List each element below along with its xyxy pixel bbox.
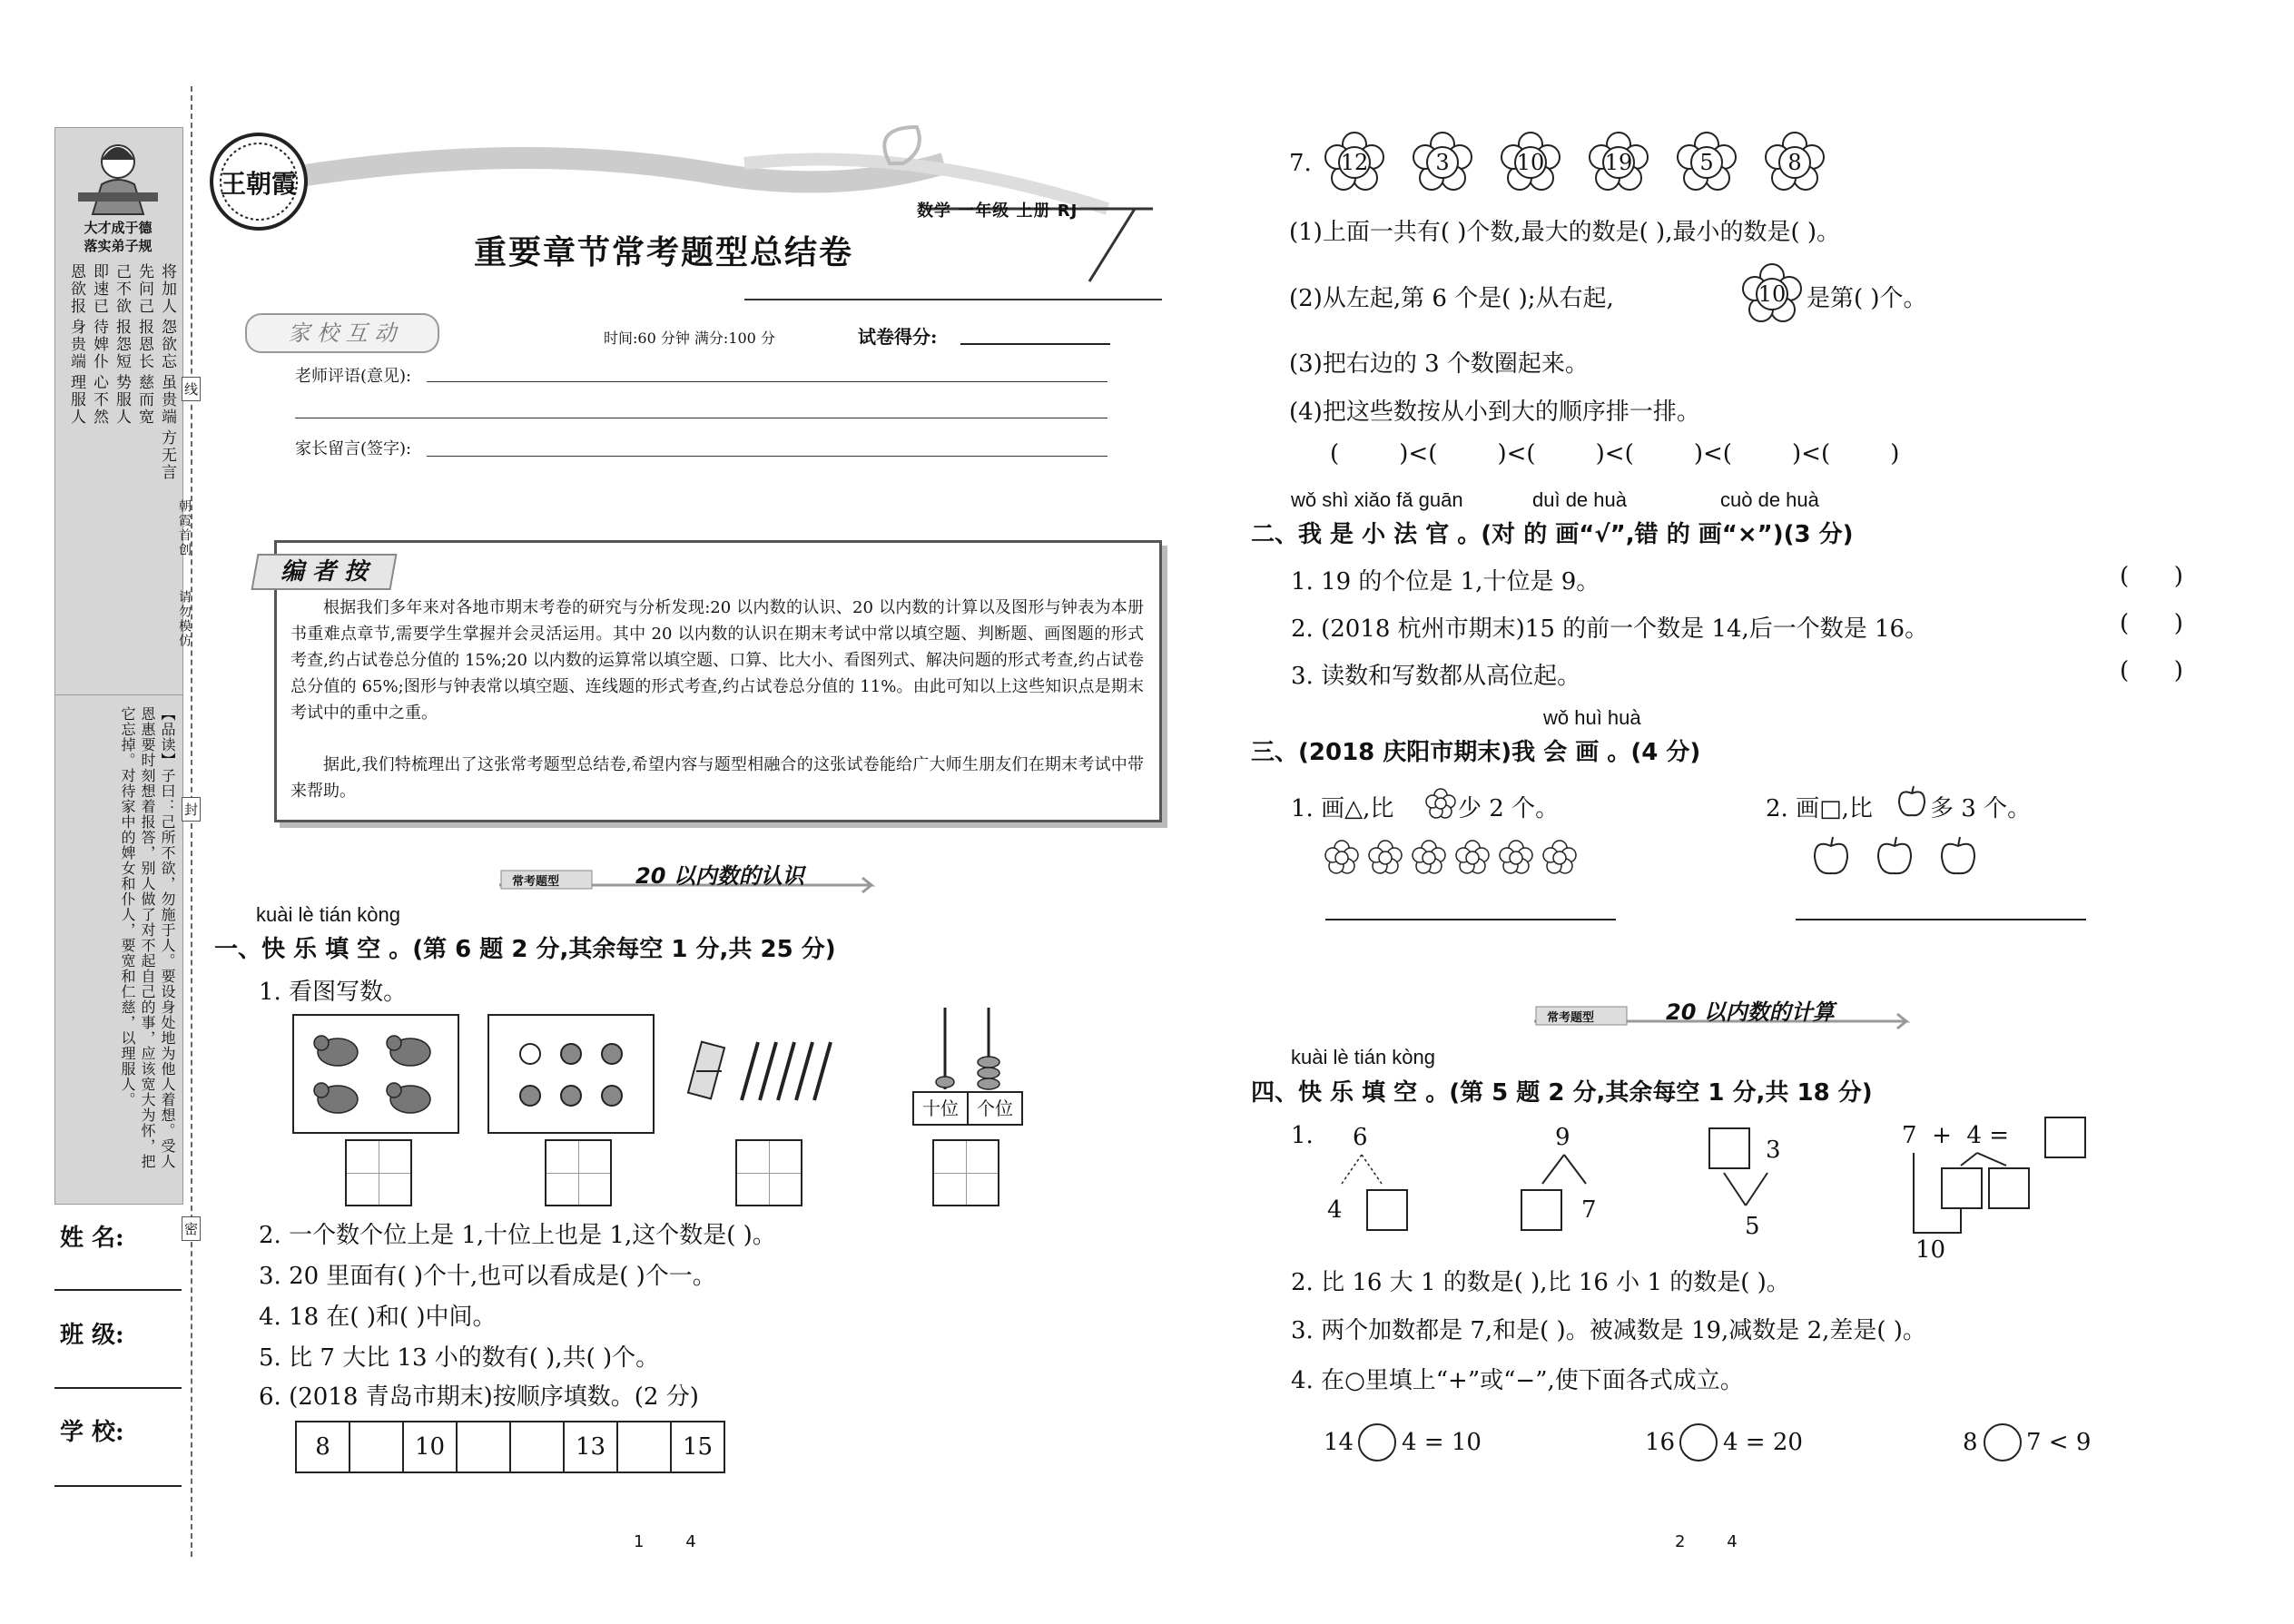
poem-col: 待婢仆 (90, 319, 108, 370)
logo-text: 王朝霞 (220, 169, 297, 199)
s4-pinyin: kuài lè tián kòng (1291, 1046, 1435, 1068)
number-flower (1764, 132, 1826, 193)
flower-number: 12 (1340, 150, 1369, 175)
page-number-left: 1 4 (634, 1532, 696, 1551)
poem-col: 心不然 (90, 374, 108, 426)
sticks-picture (685, 1035, 840, 1107)
s4-q1: 1. (1291, 1122, 1314, 1149)
s1-title: 一、快 乐 填 空 。(第 6 题 2 分,其余每空 1 分,共 25 分) (214, 936, 836, 963)
s2-pinyin: wǒ shì xiǎo fǎ guān (1291, 488, 1463, 511)
s3-q1a: 1. 画△,比 (1291, 795, 1394, 822)
answer-square[interactable] (2044, 1117, 2086, 1158)
number-flower (1741, 263, 1803, 325)
apple-icon (1895, 784, 1928, 819)
flower-group (1324, 840, 1596, 878)
apple-group (1811, 833, 1984, 879)
home-school-label: 家 校 互 动 (288, 320, 397, 346)
answer-square[interactable] (1366, 1189, 1408, 1231)
flower-number: 5 (1699, 150, 1714, 175)
abacus-picture (912, 1008, 1021, 1126)
seq-cell[interactable] (458, 1422, 511, 1471)
q7-order-blanks: ( )<( )<( )<( )<( )<( ) (1330, 440, 1900, 468)
answer-square[interactable] (1521, 1189, 1562, 1231)
s2-item: 3. 读数和写数都从高位起。 (1291, 663, 1581, 690)
poem-col: 报怨短 (113, 319, 131, 370)
editor-note-p2: 据此,我们特梳理出了这张常考题型总结卷,希望内容与题型相融合的这张试卷能给广大师生朋友们在期末考试中带来帮助。 (290, 755, 1144, 801)
drawing-line[interactable] (1325, 919, 1616, 920)
number-flower (1676, 132, 1738, 193)
poem-col: 己不欲 (113, 263, 131, 315)
answer-square[interactable] (1988, 1167, 2030, 1209)
seq-cell: 10 (404, 1422, 458, 1471)
tree1-top: 6 (1353, 1124, 1368, 1151)
school-field[interactable] (54, 1485, 182, 1487)
poem-col: 势服人 (113, 374, 131, 426)
answer-box[interactable] (345, 1139, 412, 1206)
tree2-right: 7 (1581, 1196, 1597, 1224)
answer-square[interactable] (1941, 1167, 1983, 1209)
s1-pinyin: kuài lè tián kòng (256, 903, 400, 926)
tree1-left: 4 (1327, 1196, 1343, 1224)
tree3-right: 3 (1766, 1137, 1781, 1164)
sequence-table (295, 1421, 725, 1473)
s2-item: 1. 19 的个位是 1,十位是 9。 (1291, 568, 1600, 595)
poem-col: 即速已 (90, 263, 108, 315)
poem-col: 虽贵端 (158, 374, 176, 426)
flower-number: 19 (1604, 150, 1633, 175)
time-score: 时间:60 分钟 满分:100 分 (604, 330, 775, 347)
q7-label: 7. (1289, 150, 1312, 177)
page-title: 重要章节常考题型总结卷 (474, 233, 854, 271)
s2-title: 二、我 是 小 法 官 。(对 的 画“√”,错 的 画“×”)(3 分) (1251, 521, 1854, 548)
class-label: 班 级: (60, 1322, 124, 1349)
motto-1: 大才成于德 (84, 220, 153, 236)
editor-note-label (251, 554, 397, 590)
binding-line (191, 86, 192, 1557)
s2-item: 2. (2018 杭州市期末)15 的前一个数是 14,后一个数是 16。 (1291, 615, 1929, 643)
q7-line1: (1)上面一共有( )个数,最大的数是( ),最小的数是( )。 (1289, 219, 1841, 246)
tree1-branches (1334, 1153, 1389, 1186)
s2-pinyin: cuò de huà (1720, 488, 1819, 511)
s1-q1: 1. 看图写数。 (259, 979, 408, 1006)
q7-line2a: (2)从左起,第 6 个是( );从右起, (1289, 285, 1614, 312)
seq-cell[interactable] (511, 1422, 565, 1471)
seq-cell[interactable] (618, 1422, 672, 1471)
s1-q2: 2. 一个数个位上是 1,十位上也是 1,这个数是( )。 (259, 1222, 776, 1249)
abacus-tens-label: 十位 (914, 1093, 969, 1124)
reading-text: 【品读】子曰：己所不欲，勿施于人。要设身处地为他人着想。受人恩惠要时刻想着报答，别人做了对不起自己的事，应该宽大为怀，把它忘掉。对待家中的婢女和仆人，要宽和仁慈，以理服人。 (119, 706, 176, 1169)
tree3-branches (1718, 1171, 1773, 1207)
subject-meta: 数学 一年级 上册 RJ (917, 202, 1078, 221)
fold-mark: 密 (182, 1216, 201, 1241)
s3-q2b: 多 3 个。 (1930, 795, 2032, 822)
tree2-top: 9 (1555, 1124, 1570, 1151)
score-field[interactable] (960, 343, 1110, 345)
operator-circle[interactable] (1358, 1423, 1396, 1462)
seq-cell: 8 (297, 1422, 350, 1471)
poem-col: 理服人 (67, 374, 85, 426)
s1-q5: 5. 比 7 大比 13 小的数有( ),共( )个。 (259, 1344, 660, 1372)
teacher-comment-label: 老师评语(意见): (295, 367, 412, 386)
copyright-note: 朝霞首创 (177, 499, 192, 557)
fold-mark: 封 (182, 797, 201, 822)
topic-badge: 常考题型 (1547, 1011, 1595, 1025)
judge-blank[interactable]: ( ) (2120, 610, 2183, 637)
parent-comment-label: 家长留言(签字): (295, 439, 412, 458)
seq-cell: 15 (672, 1422, 725, 1471)
page-number-right: 2 4 (1675, 1532, 1738, 1551)
equation-rhs: 4 = 20 (1723, 1429, 1803, 1456)
parent-comment-line[interactable] (427, 456, 1108, 457)
poem-col: 报恩长 (135, 319, 153, 370)
s3-pinyin: wǒ huì huà (1543, 706, 1641, 729)
equation-lhs: 8 (1963, 1429, 1978, 1456)
s1-q6: 6. (2018 青岛市期末)按顺序填数。(2 分) (259, 1383, 699, 1411)
flower-row (1324, 132, 1850, 195)
equation-lhs: 16 (1645, 1429, 1676, 1456)
judge-blank[interactable]: ( ) (2120, 563, 2183, 590)
home-school-badge (245, 313, 439, 353)
equation-rhs: 4 = 10 (1402, 1429, 1482, 1456)
topic-title: 20 以内数的认识 (635, 863, 804, 889)
score-label: 试卷得分: (858, 326, 938, 348)
q7-line3: (3)把右边的 3 个数圈起来。 (1289, 350, 1589, 378)
motto-2: 落实弟子规 (84, 238, 153, 254)
name-label: 姓 名: (60, 1225, 124, 1252)
tree4-bottom: 10 (1915, 1236, 1946, 1264)
flower-number: 10 (1757, 281, 1787, 307)
s4-q3: 3. 两个加数都是 7,和是( )。被减数是 19,减数是 2,差是( )。 (1291, 1317, 1926, 1344)
poem-col: 方无言 (158, 429, 176, 481)
s2-pinyin: duì de huà (1532, 488, 1627, 511)
s4-q4: 4. 在○里填上“+”或“−”,使下面各式成立。 (1291, 1367, 1744, 1394)
answer-box[interactable] (735, 1139, 802, 1206)
topic-banner (1534, 994, 1934, 1030)
poem-col: 先问己 (135, 263, 153, 315)
flower-number: 10 (1516, 150, 1545, 175)
abacus-base (912, 1091, 1023, 1126)
number-flower (1588, 132, 1649, 193)
tree2-branches (1537, 1153, 1591, 1186)
seq-cell: 13 (565, 1422, 618, 1471)
s3-q1b: 少 2 个。 (1458, 795, 1560, 822)
drawing-line[interactable] (1796, 919, 2086, 920)
fold-mark: 线 (182, 377, 201, 401)
s3-title: 三、(2018 庆阳市期末)我 会 画 。(4 分) (1251, 739, 1701, 766)
s1-q3: 3. 20 里面有( )个十,也可以看成是( )个一。 (259, 1263, 716, 1290)
q7-line2b: 是第( )个。 (1807, 285, 1927, 312)
chicken-picture (292, 1014, 459, 1134)
operator-circle[interactable] (1984, 1423, 2022, 1462)
s4-title: 四、快 乐 填 空 。(第 5 题 2 分,其余每空 1 分,共 18 分) (1251, 1079, 1873, 1107)
s4-q2: 2. 比 16 大 1 的数是( ),比 16 小 1 的数是( )。 (1291, 1269, 1790, 1296)
number-flower (1500, 132, 1561, 193)
class-field[interactable] (54, 1387, 182, 1389)
answer-square[interactable] (1708, 1127, 1750, 1169)
flower-number: 3 (1435, 150, 1450, 175)
scholar-figure (74, 134, 162, 216)
answer-box[interactable] (932, 1139, 999, 1206)
topic-badge: 常考题型 (512, 875, 560, 889)
teacher-comment-line[interactable] (427, 381, 1108, 382)
seq-cell[interactable] (350, 1422, 404, 1471)
s1-q4: 4. 18 在( )和( )中间。 (259, 1304, 497, 1331)
judge-blank[interactable]: ( ) (2120, 657, 2183, 684)
tree4-expr: 7 + 4 = (1902, 1122, 2009, 1149)
dots-picture (487, 1014, 655, 1134)
sidebar (54, 127, 182, 1198)
abacus-ones-label: 个位 (977, 1097, 1013, 1119)
equation-rhs: 7 < 9 (2026, 1429, 2092, 1456)
copyright-note: 请勿模仿 (177, 590, 192, 648)
topic-banner (499, 858, 899, 894)
brand-logo (209, 132, 309, 231)
poem-col: 身贵端 (67, 319, 85, 370)
reading-panel (54, 694, 183, 1205)
number-flower (1324, 132, 1385, 193)
s3-q2a: 2. 画□,比 (1766, 795, 1873, 822)
equation-lhs: 14 (1324, 1429, 1354, 1456)
poem-block (60, 263, 176, 663)
name-field[interactable] (54, 1289, 182, 1291)
poem-col: 将加人 (158, 263, 176, 315)
answer-box[interactable] (545, 1139, 612, 1206)
school-label: 学 校: (60, 1419, 124, 1446)
topic-title: 20 以内数的计算 (1666, 999, 1835, 1025)
flower-number: 8 (1787, 150, 1802, 175)
poem-col: 恩欲报 (67, 263, 85, 315)
editor-note-title: 编 者 按 (280, 558, 369, 586)
q7-line4: (4)把这些数按从小到大的顺序排一排。 (1289, 399, 1700, 426)
poem-col: 慈而宽 (135, 374, 153, 426)
flower-icon (1425, 788, 1456, 819)
editor-note-p1: 根据我们多年来对各地市期末考卷的研究与分析发现:20 以内数的认识、20 以内数的计算以及图形与钟表为本册书重难点章节,需要学生掌握并会灵活运用。其中 20 以内数的认识在期末考试中常以填空题、判断题、画图题的形式考查,约占试卷总分值的 15%;20 以内数的运算常以填空题、口算、比大小、看图列式、解决问题的形式考查,约占试卷总分值的 65%;图形与钟表常以填空题、连线题的形式考查,约占试卷总分值的 11%。由此可知以上这些知识点是期末考试中的重中之重。 (290, 598, 1144, 723)
poem-col: 怨欲忘 (158, 319, 176, 370)
operator-circle[interactable] (1679, 1423, 1718, 1462)
number-flower (1412, 132, 1473, 193)
tree3-bottom: 5 (1745, 1213, 1760, 1240)
